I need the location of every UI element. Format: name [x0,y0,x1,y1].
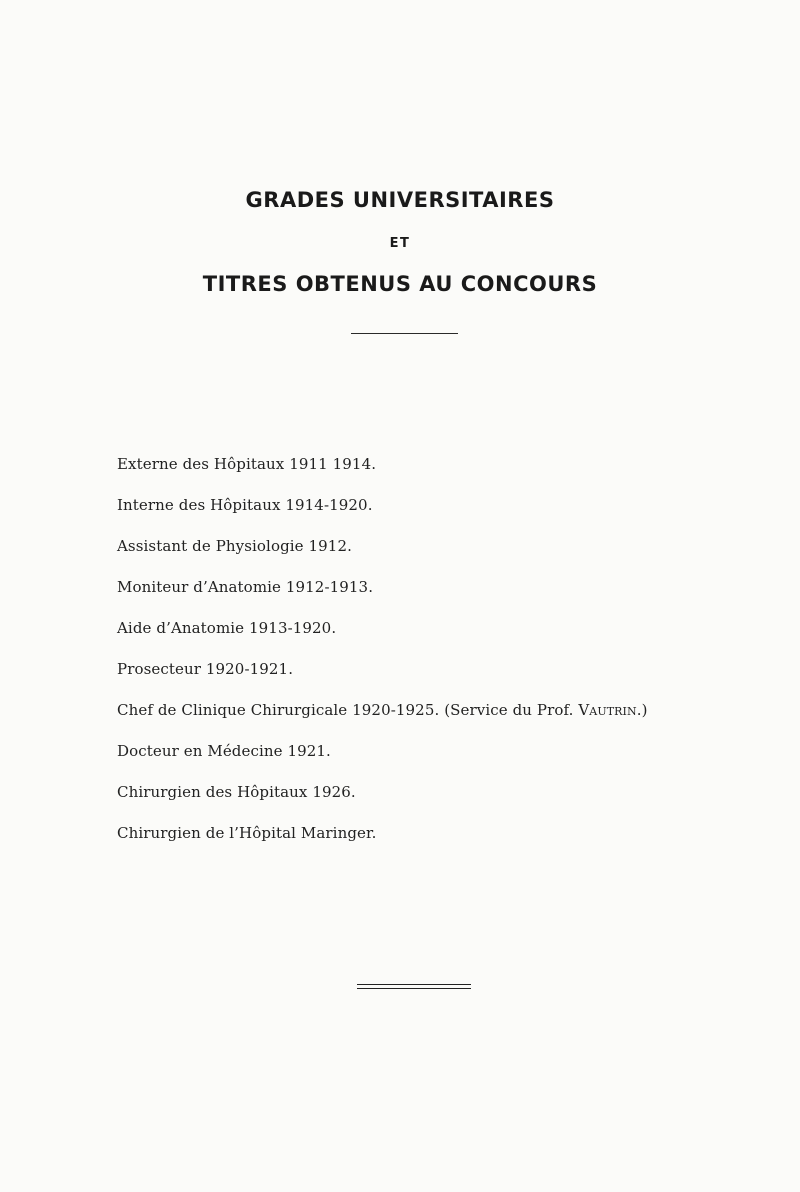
heading-divider [351,333,458,334]
entry-suffix: .) [636,701,648,719]
list-item [117,450,648,491]
entry-text: Externe des Hôpitaux 1911 1914. [117,455,377,473]
entry-text: Assistant de Physiologie 1912. [117,537,352,555]
entry-text: Aide d’Anatomie 1913-1920. [117,619,337,637]
heading-line-1: GRADES UNIVERSITAIRES [245,188,555,212]
entry-text: Docteur en Médecine 1921. [117,742,331,760]
list-item [117,778,648,819]
list-item [117,532,648,573]
titles-list [117,450,648,860]
heading-line-2: TITRES OBTENUS AU CONCOURS [202,272,598,296]
heading-conjunction: ET [389,236,411,251]
entry-text: Chef de Clinique Chirurgicale 1920-1925. (Service du Prof. [117,701,579,719]
entry-text: Chirurgien de l’Hôpital Maringer. [117,824,377,842]
entry-text: Chirurgien des Hôpitaux 1926. [117,783,356,801]
entry-text: Interne des Hôpitaux 1914-1920. [117,496,373,514]
professor-name: Vautrin [578,701,637,719]
closing-double-rule [357,984,471,989]
list-item [117,614,648,655]
list-item [117,655,648,696]
list-item [117,819,648,860]
list-item [117,737,648,778]
entry-text: Moniteur d’Anatomie 1912-1913. [117,578,374,596]
list-item [117,573,648,614]
entry-text: Prosecteur 1920-1921. [117,660,294,678]
list-item [117,696,648,737]
list-item [117,491,648,532]
